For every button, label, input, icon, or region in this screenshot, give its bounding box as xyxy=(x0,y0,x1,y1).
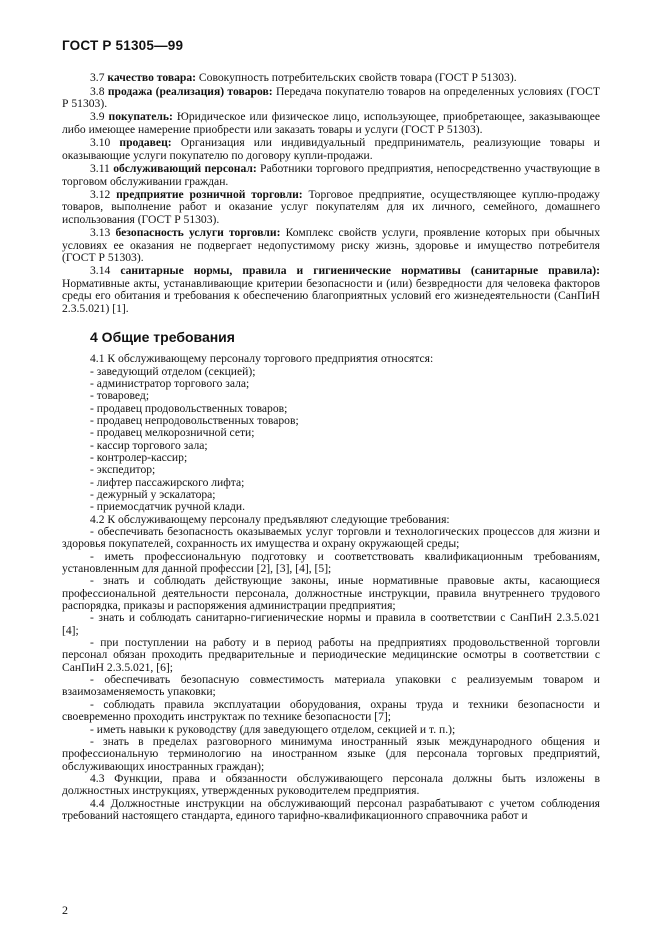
definition-item xyxy=(62,72,600,84)
definition-number: 3.10 xyxy=(90,136,111,150)
clause-4-2-intro: 4.2 К обслуживающему персоналу предъявляют следующие требования: xyxy=(90,512,450,526)
personnel-list-item: - контролер-кассир; xyxy=(90,450,188,464)
definition-term: качество товара: xyxy=(107,71,197,84)
definition-item xyxy=(62,163,600,188)
definition-number: 3.9 xyxy=(90,110,105,124)
definition-item xyxy=(62,227,600,264)
requirement-list-item: - обеспечивать безопасность оказываемых услуг торговли и технологических процессов для жизни и здоровья покупателей, сохранность их имущества и охрану окружающей среды; xyxy=(62,525,600,551)
definition-number: 3.8 xyxy=(90,84,105,98)
definition-term: обслуживающий персонал: xyxy=(113,162,257,176)
requirement-list-item: - соблюдать правила эксплуатации оборудования, охраны труда и техники безопасности и своевременно проходить инструктаж по технике безопасности [7]; xyxy=(62,697,600,724)
definition-term: продажа (реализация) товаров: xyxy=(107,84,273,98)
definition-text: Комплекс свойств услуги, проявление которых при обычных условиях ее оказания не подвергает недопустимому риску жизнь, здоровье и имущество потребителя (ГОСТ Р 51303). xyxy=(62,226,601,264)
personnel-list-item: - администратор торгового зала; xyxy=(90,376,250,390)
definition-term: продавец: xyxy=(119,136,172,150)
personnel-list-item: - товаровед; xyxy=(90,389,150,403)
definition-item xyxy=(62,137,600,162)
definition-number: 3.12 xyxy=(90,188,111,202)
personnel-list-item: - заведующий отделом (секцией); xyxy=(90,364,256,378)
definition-term: санитарные нормы, правила и гигиенические нормативы (санитарные правила): xyxy=(120,264,600,278)
requirement-list-item: - иметь навыки к руководству (для заведующего отделом, секцией и т. п.); xyxy=(90,722,456,736)
requirement-list-item: - обеспечивать безопасную совместимость материала упаковки с реализуемым товаром и взаимозаменяемость упаковки; xyxy=(62,673,600,699)
definition-text: Торговое предприятие, осуществляющее куплю-продажу товаров, выполнение работ и оказание услуг покупателям для их личного, семейного, домашнего использования (ГОСТ Р 51303). xyxy=(62,188,600,226)
page-number: 2 xyxy=(62,903,68,917)
personnel-list-item: - дежурный у эскалатора; xyxy=(90,487,216,501)
definition-number: 3.13 xyxy=(90,226,111,240)
document-header: ГОСТ Р 51305—99 xyxy=(62,38,184,53)
definition-item xyxy=(62,265,600,314)
definitions-list xyxy=(62,72,600,315)
definition-text: Совокупность потребительских свойств товара (ГОСТ Р 51303). xyxy=(198,71,517,84)
personnel-list-item: - продавец мелкорозничной сети; xyxy=(90,426,255,440)
clause-4-3: 4.3 Функции, права и обязанности обслуживающего персонала должны быть изложены в должностных инструкциях, утвержденных руководителем предприятия. xyxy=(62,771,600,798)
section-4-content xyxy=(62,353,600,822)
personnel-list-item: - экспедитор; xyxy=(90,463,156,477)
requirement-list-item: - при поступлении на работу и в период работы на предприятиях продовольственной торговли персонал обязан проходить предварительные и периодические медицинские осмотры в соответствии с СанПиН 2.3.5.021, [6]; xyxy=(62,636,600,674)
clause-4-4: 4.4 Должностные инструкции на обслуживающий персонал разрабатывают с учетом соблюдения требований настоящего стандарта, единого тарифно-квалификационного справочника работ и xyxy=(62,796,600,822)
personnel-list-item: - приемосдатчик ручной клади. xyxy=(90,500,245,514)
personnel-list-item: - продавец продовольственных товаров; xyxy=(90,401,288,415)
definition-text: Организация или индивидуальный предприниматель, реализующие товары и оказывающие услуги покупателю по договору купли-продажи. xyxy=(62,136,600,162)
definition-number: 3.11 xyxy=(90,162,110,176)
definition-text: Нормативные акты, устанавливающие критерии безопасности и (или) безвредности для человека факторов среды его обитания и требования к обеспечению благоприятных условий его жизнедеятельности (СанПиН 2.3.5.021) [1]. xyxy=(62,276,600,315)
definition-item xyxy=(62,86,600,111)
document-body xyxy=(62,72,600,822)
definition-item xyxy=(62,111,600,136)
definition-number: 3.14 xyxy=(90,264,111,278)
definition-term: предприятие розничной торговли: xyxy=(116,188,303,202)
definition-text: Работники торгового предприятия, непосредственно участвующие в торговом обслуживании граждан. xyxy=(62,162,600,188)
requirement-list-item: - знать и соблюдать санитарно-гигиенические нормы и правила в соответствии с СанПиН 2.3.5.021 [4]; xyxy=(62,611,600,637)
definition-text: Юридическое или физическое лицо, использующее, приобретающее, заказывающее либо имеющее намерение приобрести или заказать товары и услуги (ГОСТ Р 51303). xyxy=(62,110,600,136)
definition-item xyxy=(62,189,600,226)
definition-term: покупатель: xyxy=(108,110,173,124)
personnel-list-item: - продавец непродовольственных товаров; xyxy=(90,413,299,427)
definition-term: безопасность услуги торговли: xyxy=(115,226,281,240)
personnel-list-item: - лифтер пассажирского лифта; xyxy=(90,475,245,489)
clause-4-1-intro: 4.1 К обслуживающему персоналу торгового предприятия относятся: xyxy=(90,352,434,366)
definition-text: Передача покупателю товаров на определенных условиях (ГОСТ Р 51303). xyxy=(62,84,600,110)
requirement-list-item: - знать и соблюдать действующие законы, иные нормативные правовые акты, касающиеся профессиональной деятельности персонала, должностные инструкции, правила внутреннего трудового распорядка, приказы и распоряжения администрации предприятия; xyxy=(62,574,600,613)
requirement-list-item: - иметь профессиональную подготовку и соответствовать квалификационным требованиям, установленным для данной профессии [2], [3], [4], [5]; xyxy=(62,549,600,576)
section-heading: 4 Общие требования xyxy=(90,328,235,345)
requirement-list-item: - знать в пределах разговорного минимума иностранный язык международного общения и профессиональную терминологию на иностранном языке (для персонала торговых предприятий, обслуживающих иностранных граждан); xyxy=(62,734,600,773)
definition-number: 3.7 xyxy=(90,71,105,84)
personnel-list-item: - кассир торгового зала; xyxy=(90,438,208,452)
